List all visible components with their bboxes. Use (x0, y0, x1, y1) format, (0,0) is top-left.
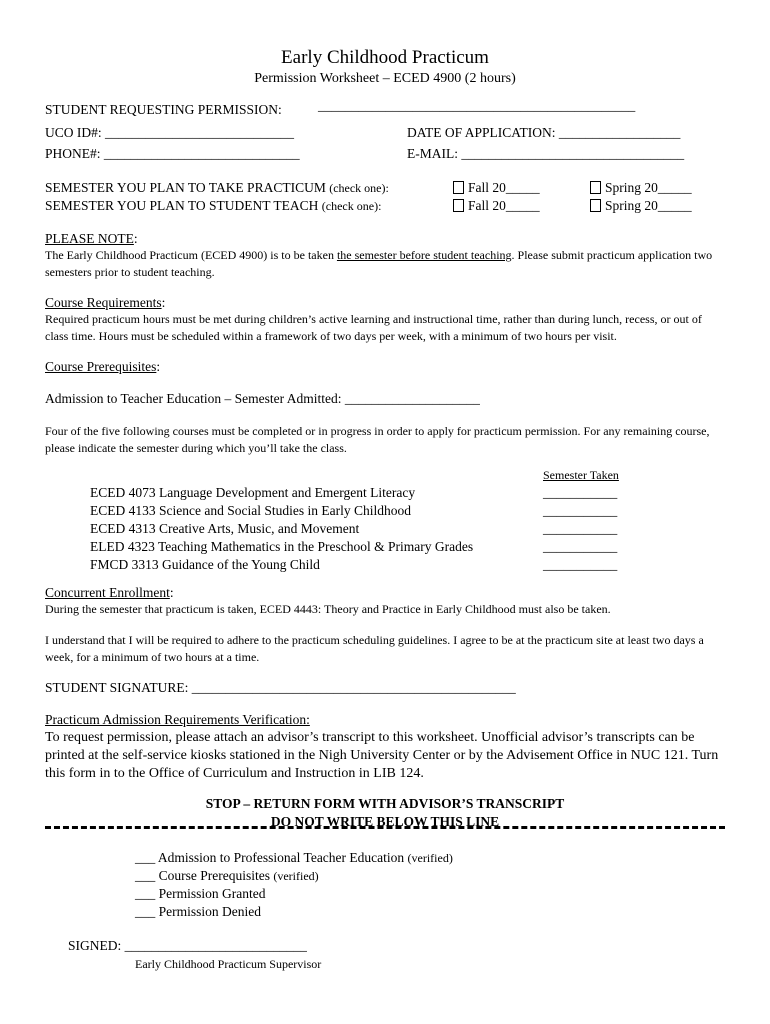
office-use-item: ___ Permission Granted (135, 886, 266, 901)
checkbox-icon[interactable] (590, 181, 601, 194)
semester-taken-field[interactable]: ___________ (543, 503, 618, 518)
checkbox-icon[interactable] (453, 199, 464, 212)
student-requesting-label: STUDENT REQUESTING PERMISSION: (45, 102, 282, 117)
checkbox-icon[interactable] (453, 181, 464, 194)
semester-taken-field[interactable]: ___________ (543, 485, 618, 500)
course-requirements-heading: Course Requirements: (45, 295, 166, 310)
practicum-spring-checkbox[interactable]: Spring 20_____ (590, 180, 692, 196)
office-use-list (135, 849, 453, 921)
phone-field[interactable]: PHONE#: _____________________________ (45, 146, 300, 161)
stop-notice: STOP – RETURN FORM WITH ADVISOR’S TRANSCRIPT (205, 796, 565, 811)
prerequisites-instructions: Four of the five following courses must be completed or in progress in order to apply for practicum permission. For any remaining course, please indicate the semester during which you’ll take the class. (45, 424, 710, 455)
please-note-text: The Early Childhood Practicum (ECED 4900) is to be taken the semester before student teaching. Please submit practicum application two semesters prior to student teaching. (45, 248, 713, 279)
do-not-write-notice: DO NOT WRITE BELOW THIS LINE (270, 814, 500, 829)
supervisor-signed-field[interactable]: SIGNED: ___________________________ (68, 938, 307, 953)
email-field[interactable]: E-MAIL: _________________________________ (407, 146, 685, 161)
verification-heading: Practicum Admission Requirements Verification: (45, 712, 310, 727)
office-use-item: ___ Course Prerequisites (verified) (135, 868, 319, 883)
student-signature-field[interactable]: STUDENT SIGNATURE: ________________________________________________ (45, 680, 516, 695)
practicum-fall-checkbox[interactable]: Fall 20_____ (453, 180, 540, 196)
verification-text: To request permission, please attach an advisor’s transcript to this worksheet. Unofficial advisor’s transcripts can be printed at the self-service kiosks stationed in the Nigh University Center or by the Advisement Office in NUC 121. Turn this form in to the Office of Curriculum and Instruction in LIB 124. (45, 730, 719, 781)
course-item: ECED 4073 Language Development and Emergent Literacy (90, 485, 416, 500)
semester-taken-field[interactable]: ___________ (543, 539, 618, 554)
cut-line-divider (45, 826, 725, 829)
semester-taken-blanks (543, 484, 617, 574)
concurrent-enrollment-heading: Concurrent Enrollment: (45, 585, 174, 600)
course-requirements-text: Required practicum hours must be met during children’s active learning and instructional time, rather than during lunch, recess, or out of class time. Hours must be scheduled within a framework of two days per week, with a minimum of two hours per visit. (45, 312, 702, 343)
course-item: FMCD 3313 Guidance of the Young Child (90, 557, 320, 572)
course-item: ECED 4133 Science and Social Studies in Early Childhood (90, 503, 411, 518)
semester-taken-field[interactable]: ___________ (543, 521, 618, 536)
page-title: Early Childhood Practicum (281, 47, 489, 68)
agreement-text: I understand that I will be required to adhere to the practicum scheduling guidelines. I agree to be at the practicum site at least two days a week, for a minimum of two hours at a time. (45, 633, 704, 664)
student-teach-spring-checkbox[interactable]: Spring 20_____ (590, 198, 692, 214)
student-teach-fall-checkbox[interactable]: Fall 20_____ (453, 198, 540, 214)
course-item: ELED 4323 Teaching Mathematics in the Preschool & Primary Grades (90, 539, 474, 554)
student-teach-semester-label: SEMESTER YOU PLAN TO STUDENT TEACH (check one): (45, 198, 382, 213)
practicum-semester-label: SEMESTER YOU PLAN TO TAKE PRACTICUM (check one): (45, 180, 389, 195)
office-use-item: ___ Admission to Professional Teacher Education (verified) (135, 850, 453, 865)
please-note-heading: PLEASE NOTE: (45, 231, 138, 246)
course-prerequisites-heading: Course Prerequisites: (45, 359, 161, 374)
supervisor-caption: Early Childhood Practicum Supervisor (135, 957, 322, 971)
student-requesting-field[interactable]: _______________________________________________ (318, 98, 636, 113)
date-of-application-field[interactable]: DATE OF APPLICATION: __________________ (407, 125, 681, 140)
page-subtitle: Permission Worksheet – ECED 4900 (2 hours) (254, 71, 516, 86)
course-item: ECED 4313 Creative Arts, Music, and Movement (90, 521, 360, 536)
concurrent-enrollment-text: During the semester that practicum is taken, ECED 4443: Theory and Practice in Early Childhood must also be taken. (45, 602, 611, 616)
semester-taken-field[interactable]: ___________ (543, 557, 618, 572)
checkbox-icon[interactable] (590, 199, 601, 212)
semester-taken-header: Semester Taken (543, 468, 619, 482)
uco-id-field[interactable]: UCO ID#: ____________________________ (45, 125, 294, 140)
office-use-item: ___ Permission Denied (135, 904, 261, 919)
semester-admitted-field[interactable]: Admission to Teacher Education – Semester Admitted: ____________________ (45, 391, 480, 406)
course-list (90, 484, 473, 574)
